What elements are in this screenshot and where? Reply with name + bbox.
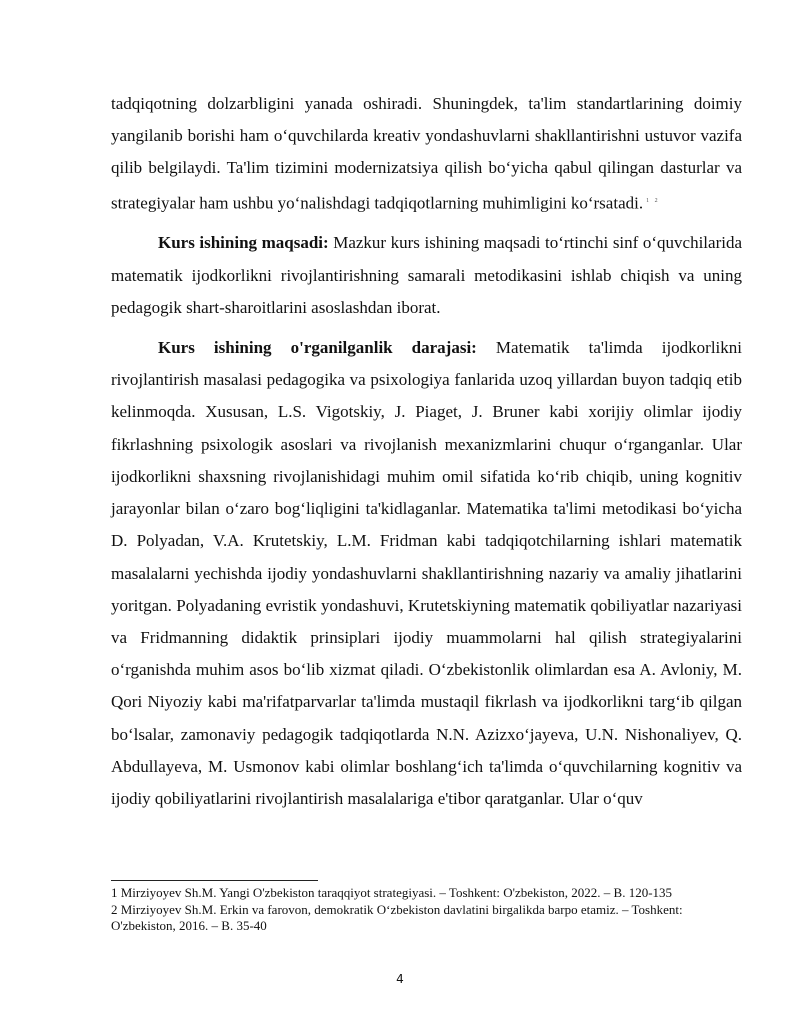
footnote-reference: 1 2 bbox=[646, 197, 660, 204]
paragraph-study-level bbox=[111, 332, 742, 815]
body-text bbox=[111, 88, 742, 823]
paragraph-heading: Kurs ishining maqsadi: bbox=[158, 233, 329, 253]
paragraph-text: Mazkur kurs ishining maqsadi to‘rtinchi sinf o‘quvchilarida matematik ijodkorlikni rivojlantirishning samarali metodikasini ishlab chiqish va uning pedagogik shart-sharoitlarini asoslashdan iborat. bbox=[111, 233, 742, 317]
footnote: 1 Mirziyoyev Sh.M. Yangi O'zbekiston taraqqiyot strategiyasi. – Toshkent: O'zbekiston, 2022. – B. 120-135 bbox=[111, 885, 673, 900]
footnotes bbox=[111, 885, 742, 935]
footnote: 2 Mirziyoyev Sh.M. Erkin va farovon, demokratik Oʻzbekiston davlatini birgalikda barpo etamiz. – Toshkent: O'zbekiston, 2016. – B. 35-40 bbox=[111, 901, 683, 933]
page-number: 4 bbox=[396, 972, 404, 986]
paragraph-purpose bbox=[111, 227, 742, 324]
paragraph-heading: Kurs ishining o'rganilganlik darajasi: bbox=[158, 338, 477, 358]
paragraph-text: Matematik ta'limda ijodkorlikni rivojlantirish masalasi pedagogika va psixologiya fanlarida uzoq yillardan buyon tadqiq etib kelinmoqda. Xususan, L.S. Vigotskiy, J. Piaget, J. Bruner kabi xorijiy olimlar ijodiy fikrlashning psixologik asoslari va rivojlanish mexanizmlarini chuqur o‘rganganlar. Ular ijodkorlikni shaxsning rivojlanishidagi muhim omil sifatida ko‘rib chiqib, uning kognitiv jarayonlar bilan o‘zaro bog‘liqligini ta'kidlaganlar. Matematika ta'limi metodikasi bo‘yicha D. Polyadan, V.A. Krutetskiy, L.M. Fridman kabi tadqiqotchilarning ishlari matematik masalalarni yechishda ijodiy yondashuvlarni shakllantirishning nazariy va amaliy jihatlarini yoritgan. Polyadaning evristik yondashuvi, Krutetskiyning matematik qobiliyatlar nazariyasi va Fridmanning didaktik prinsiplari ijodiy muammolarni hal qilish strategiyalarini o‘rganishda muhim asos bo‘lib xizmat qiladi. O‘zbekistonlik olimlardan esa A. Avloniy, M. Qori Niyoziy kabi ma'rifatparvarlar ta'limda mustaqil fikrlash va ijodkorlikni targ‘ib qilgan bo‘lsalar, zamonaviy pedagogik tadqiqotlarda N.N. Azizxo‘jayeva, U.N. Nishonaliyev, Q. Abdullayeva, M. Usmonov kabi olimlar boshlang‘ich ta'limda o‘quvchilarning kognitiv va ijodiy qobiliyatlarini rivojlantirish masalalariga e'tibor qaratganlar. Ular o‘quv bbox=[111, 338, 742, 808]
paragraph-continuation bbox=[111, 88, 742, 219]
paragraph-text: tadqiqotning dolzarbligini yanada oshiradi. Shuningdek, ta'lim standartlarining doimiy yangilanib borishi ham o‘quvchilarda kreativ yondashuvlarni shakllantirishni ustuvor vazifa qilib belgilaydi. Ta'lim tizimini modernizatsiya qilish bo‘yicha qabul qilingan dasturlar va strategiyalar ham ushbu yo‘nalishdagi tadqiqotlarning muhimligini ko‘rsatadi. bbox=[111, 94, 742, 213]
footnote-separator bbox=[111, 880, 318, 881]
